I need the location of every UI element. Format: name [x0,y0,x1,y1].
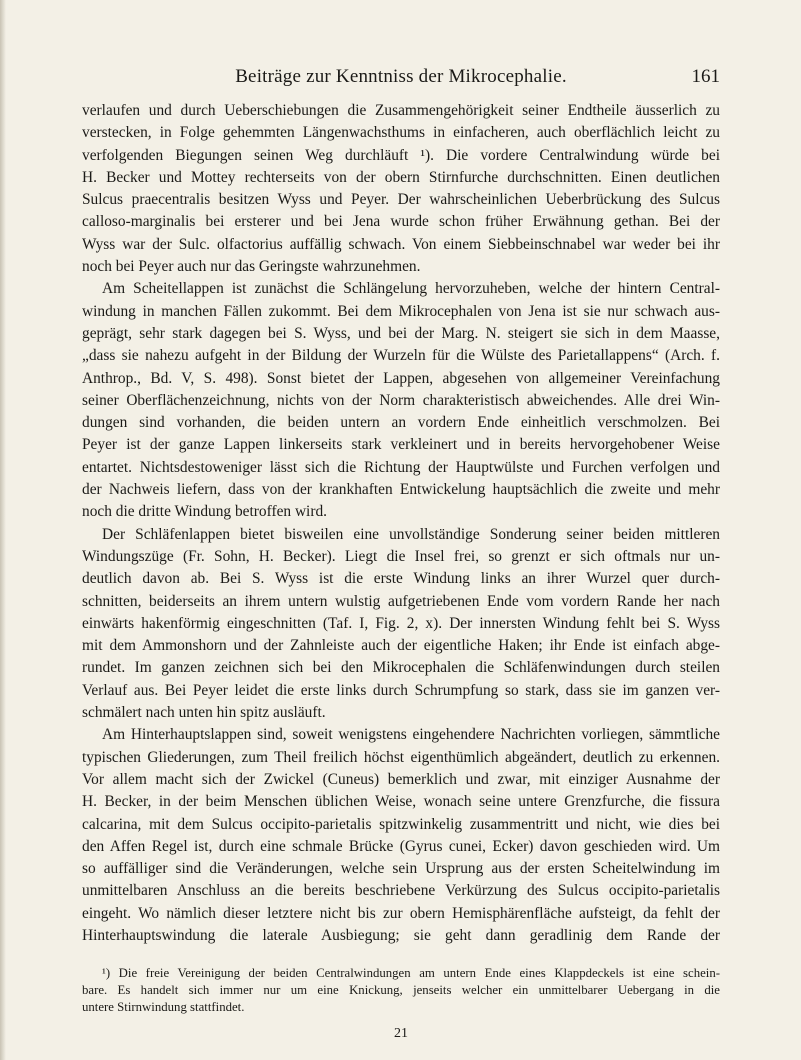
body-line: mit dem Ammonshorn und der Zahnleiste auch der eigentliche Haken; ihr Ende ist einfach abge- [82,637,720,655]
body-line: schmälert nach unten hin spitz ausläuft. [82,704,326,722]
body-line: der Nachweis liefern, dass von der krankhaften Entwickelung hauptsächlich die zweite und mehr [82,481,720,499]
page-binding-edge [0,0,6,1060]
body-text [82,100,720,947]
body-line: Windungszüge (Fr. Sohn, H. Becker). Liegt die Insel frei, so grenzt er sich oftmals nur un- [82,547,720,565]
body-line: Sulcus praecentralis besitzen Wyss und Peyer. Der wahrscheinlichen Ueberbrückung des Sulcus [82,191,720,209]
body-line: unmittelbaren Anschluss an die bereits beschriebene Verkürzung des Sulcus occipito-parietalis [82,882,720,900]
running-head [82,66,720,90]
body-line: verstecken, in Folge gehemmten Längenwachsthums in einfacheren, auch oberflächlich leicht zu [82,124,720,142]
body-line: Am Scheitellappen ist zunächst die Schlängelung hervorzuheben, welche der hintern Central- [102,280,720,298]
body-line: rundet. Im ganzen zeichnen sich bei den Mikrocephalen die Schläfenwindungen durch steilen [82,659,720,677]
running-title: Beiträge zur Kenntniss der Mikrocephalie. [235,66,567,87]
body-line: windung in manchen Fällen zukommt. Bei dem Mikrocephalen von Jena ist sie nur schwach aus- [82,302,720,320]
body-line: calloso-marginalis bei ersterer und bei Jena wurde schon früher Erwähnung gethan. Bei der [82,213,720,231]
body-line: seiner Oberflächenzeichnung, nichts von der Norm charakteristisch abweichendes. Alle drei Win- [82,391,720,409]
body-line: entartet. Nichtsdestoweniger lässt sich die Richtung der Hauptwülste und Furchen verfolgen und [82,458,720,476]
body-line: Am Hinterhauptslappen sind, soweit wenigstens eingehendere Nachrichten vorliegen, sämmtliche [102,726,720,744]
body-line: typischen Gliederungen, zum Theil freilich höchst eigenthümlich abgeändert, deutlich zu erkennen. [82,748,720,766]
footnote-line: ¹) Die freie Vereinigung der beiden Centralwindungen am untern Ende eines Klappdeckels ist eine schein- [102,966,720,980]
body-line: Der Schläfenlappen bietet bisweilen eine unvollständige Sonderung seiner beiden mittleren [102,525,720,543]
body-line: Anthrop., Bd. V, S. 498). Sonst bietet der Lappen, abgesehen von allgemeiner Vereinfachung [82,369,720,387]
body-line: H. Becker und Mottey rechterseits von der obern Stirnfurche durchschnitten. Einen deutlichen [82,168,720,186]
body-line: verfolgenden Biegungen seinen Weg durchläuft ¹). Die vordere Centralwindung würde bei [82,146,720,164]
body-line: geprägt, sehr stark dagegen bei S. Wyss, und bei der Marg. N. steigert sie sich in dem Maasse, [82,324,720,342]
body-line: so auffälliger sind die Veränderungen, welche sein Ursprung aus der ersten Scheitelwindung im [82,860,720,878]
body-line: deutlich davon ab. Bei S. Wyss ist die erste Windung links an ihrer Wurzel quer durch- [82,570,720,588]
body-line: H. Becker, in der beim Menschen üblichen Weise, wonach seine untere Grenzfurche, die fissura [82,793,720,811]
body-line: eingeht. Wo nämlich dieser letztere nicht bis zur obern Hemisphärenfläche aufsteigt, da fehlt der [82,904,720,922]
body-line: einwärts hakenförmig eingeschnitten (Taf. I, Fig. 2, x). Der innersten Windung fehlt bei S. Wyss [82,614,720,632]
page-number: 161 [691,66,720,87]
body-line: verlaufen und durch Ueberschiebungen die Zusammengehörigkeit seiner Endtheile äusserlich zu [82,102,720,119]
body-line: noch die dritte Windung betroffen wird. [82,503,328,521]
body-line: „dass sie nahezu aufgeht in der Bildung der Wurzeln für die Wülste des Parietallappens“ (Arch. f. [82,347,720,365]
footnote-line: bare. Es handelt sich immer nur um eine Knickung, jenseits welcher ein unmittelbarer Uebergang in die [82,983,720,997]
body-line: Peyer ist der ganze Lappen linkerseits stark verkleinert und in bereits hervorgehobener Weise [82,436,720,454]
body-line: schnitten, beiderseits an ihrem untern wulstig aufgetriebenen Ende vom vordern Rande her nach [82,592,720,610]
body-line: noch bei Peyer auch nur das Geringste wahrzunehmen. [82,258,421,276]
body-line: Vor allem macht sich der Zwickel (Cuneus) bemerklich und zwar, mit einziger Ausnahme der [82,770,720,788]
body-line: dungen sind vorhanden, die beiden untern an vordern Ende einheitlich verschmolzen. Bei [82,414,720,432]
body-line: Wyss war der Sulc. olfactorius auffällig schwach. Von einem Siebbeinschnabel war weder bei ihr [82,235,720,253]
body-line: Hinterhauptswindung die laterale Ausbiegung; sie geht dann geradlinig dem Rande der [82,926,720,944]
body-line: calcarina, mit dem Sulcus occipito-parietalis spitzwinkelig zusammentritt und nicht, wie dies bei [82,815,720,833]
footnote [82,965,720,1016]
printer-signature-mark: 21 [394,1026,408,1041]
body-line: Verlauf aus. Bei Peyer leidet die erste links durch Schrumpfung so stark, dass sie im ganzen ver- [82,681,720,699]
body-line: den Affen Regel ist, durch eine schmale Brücke (Gyrus cunei, Ecker) davon geschieden wird. Um [82,837,720,855]
footnote-line: untere Stirnwindung stattfindet. [82,1000,245,1014]
